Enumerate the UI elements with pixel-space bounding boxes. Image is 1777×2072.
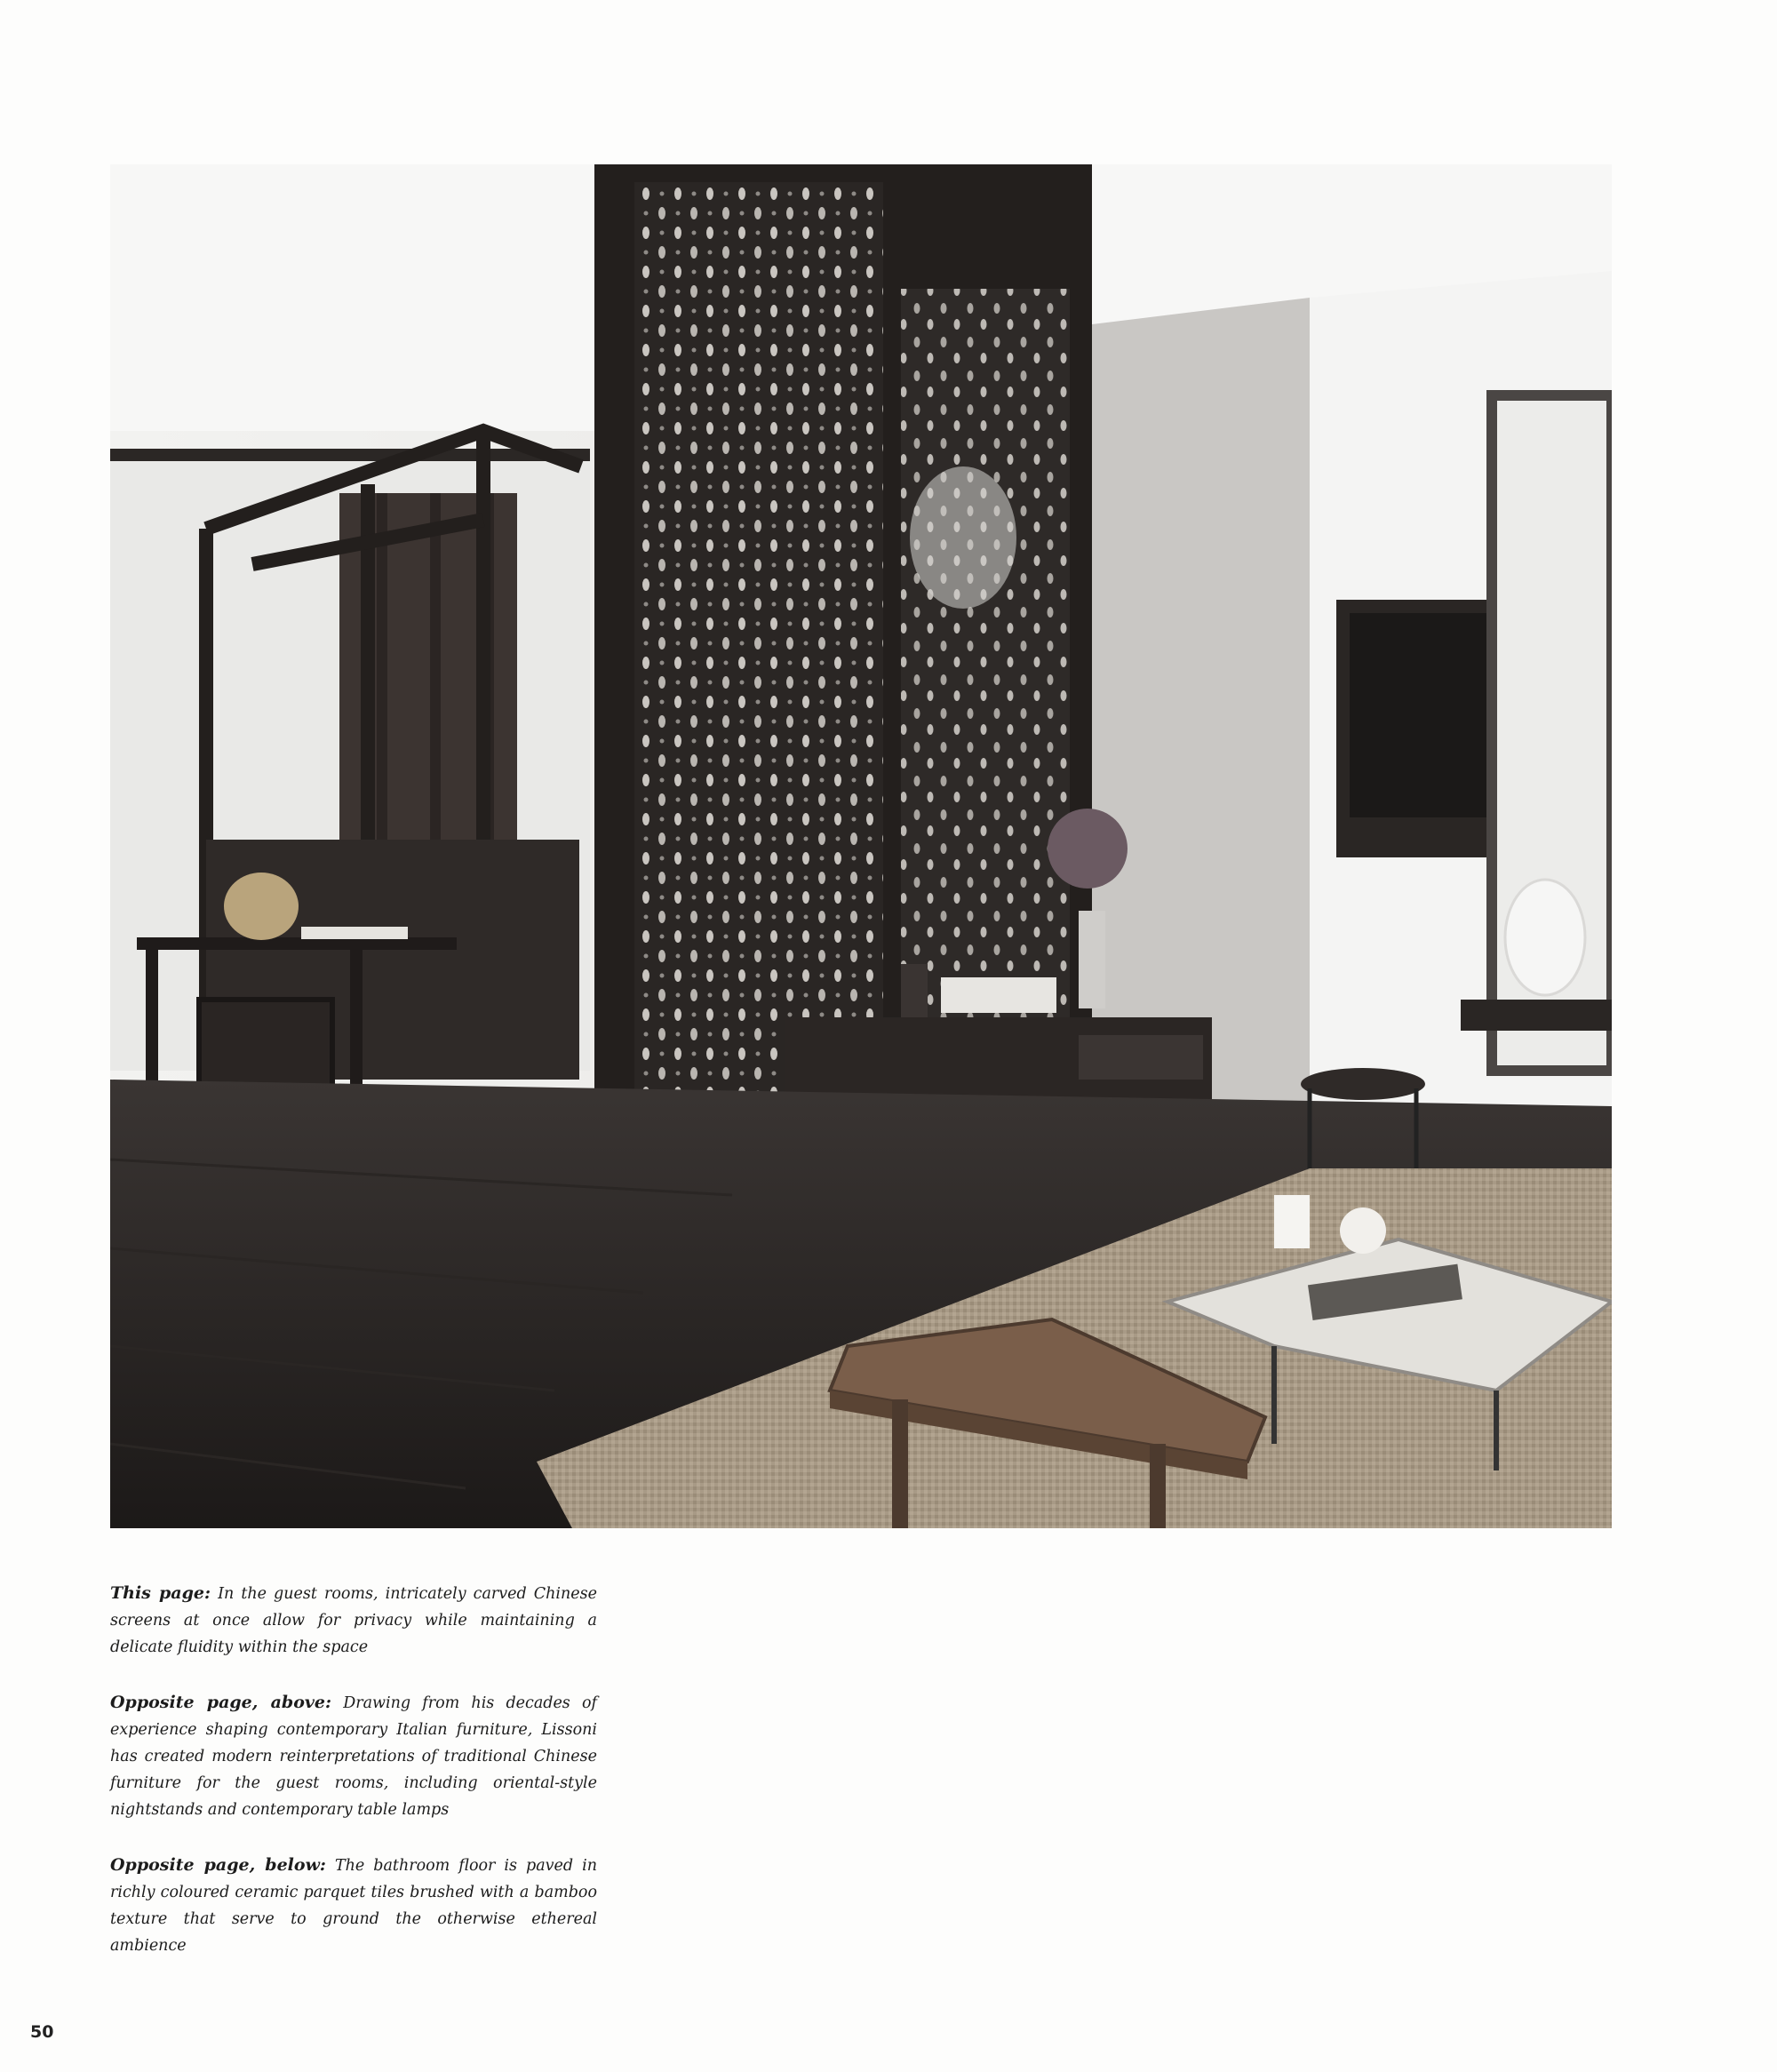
photo-captions [110,1580,597,1988]
caption-text: The bathroom floor is paved in richly coloured ceramic parquet tiles brushed with a bamboo texture that serve to ground the otherwise ethereal ambience [110,1857,597,1955]
caption-lead: This page: [110,1583,211,1603]
page-number: 50 [30,2022,54,2042]
caption-text: In the guest rooms, intricately carved Chinese screens at once allow for privacy while maintaining a delicate fluidity within the space [110,1585,597,1656]
caption-opposite-above [110,1689,597,1823]
caption-this-page [110,1580,597,1661]
caption-lead: Opposite page, below: [110,1855,326,1875]
caption-lead: Opposite page, above: [110,1693,332,1712]
guest-room-photo [110,164,1612,1528]
interior-photo-illustration [110,164,1612,1528]
caption-opposite-below [110,1852,597,1959]
caption-text: Drawing from his decades of experience shaping contemporary Italian furniture, Lissoni has created modern reinterpretations of traditional Chinese furniture for the guest rooms, including oriental-style nightstands and contemporary table lamps [110,1694,597,1819]
